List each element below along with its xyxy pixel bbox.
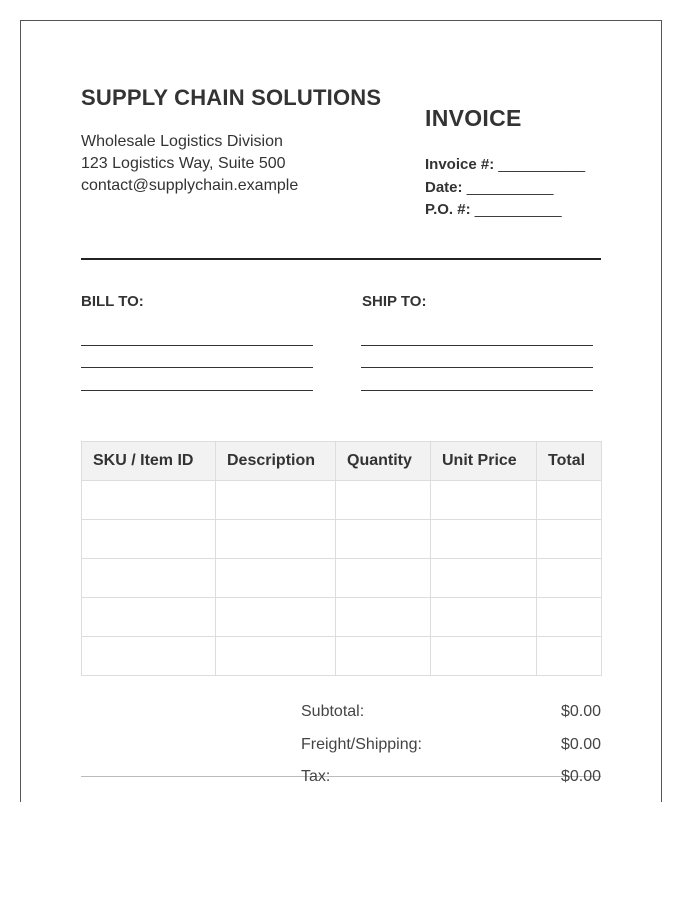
ship-to-line[interactable]: [361, 367, 593, 368]
subtotal-row: [301, 703, 601, 723]
table-cell[interactable]: [82, 637, 216, 676]
table-row: [82, 598, 602, 637]
company-name: SUPPLY CHAIN SOLUTIONS: [81, 85, 382, 110]
invoice-po-blank: ___________: [474, 201, 562, 218]
invoice-date-blank: ___________: [466, 179, 553, 196]
table-cell[interactable]: [216, 637, 336, 676]
invoice-number-label: Invoice #:: [425, 156, 495, 173]
table-row: [82, 637, 602, 676]
column-header-quantity: Quantity: [336, 442, 431, 481]
table-cell[interactable]: [537, 637, 602, 676]
subtotal-value: $0.00: [560, 703, 601, 720]
invoice-po-field[interactable]: [425, 201, 561, 218]
table-cell[interactable]: [431, 559, 537, 598]
table-cell[interactable]: [431, 598, 537, 637]
table-cell[interactable]: [537, 559, 602, 598]
table-cell[interactable]: [431, 637, 537, 676]
freight-value: $0.00: [560, 736, 601, 753]
invoice-po-label: P.O. #:: [425, 201, 471, 218]
ship-to-line[interactable]: [361, 390, 593, 391]
column-header-sku: SKU / Item ID: [82, 442, 216, 481]
tax-row: [301, 768, 601, 788]
invoice-date-field[interactable]: [425, 179, 553, 196]
invoice-number-field[interactable]: [425, 156, 585, 173]
table-cell[interactable]: [82, 559, 216, 598]
table-cell[interactable]: [431, 520, 537, 559]
table-cell[interactable]: [216, 481, 336, 520]
subtotal-label: Subtotal:: [301, 703, 365, 720]
invoice-title: INVOICE: [425, 105, 522, 131]
table-cell[interactable]: [82, 481, 216, 520]
table-cell[interactable]: [336, 481, 431, 520]
table-row: [82, 481, 602, 520]
table-cell[interactable]: [82, 598, 216, 637]
table-cell[interactable]: [336, 520, 431, 559]
column-header-unit-price: Unit Price: [431, 442, 537, 481]
table-row: [82, 559, 602, 598]
table-cell[interactable]: [336, 598, 431, 637]
table-cell[interactable]: [216, 598, 336, 637]
column-header-total: Total: [537, 442, 602, 481]
table-cell[interactable]: [336, 637, 431, 676]
company-division: Wholesale Logistics Division: [81, 133, 283, 150]
bill-to-line[interactable]: [81, 367, 313, 368]
tax-label: Tax:: [301, 768, 331, 785]
ship-to-label: SHIP TO:: [362, 293, 427, 310]
ship-to-line[interactable]: [361, 345, 593, 346]
column-header-description: Description: [216, 442, 336, 481]
table-cell[interactable]: [216, 520, 336, 559]
invoice-number-blank: ___________: [498, 156, 585, 173]
freight-label: Freight/Shipping:: [301, 736, 422, 753]
header-divider: [81, 258, 601, 260]
company-address: 123 Logistics Way, Suite 500: [81, 155, 286, 172]
bill-to-line[interactable]: [81, 390, 313, 391]
table-cell[interactable]: [336, 559, 431, 598]
company-email: contact@supplychain.example: [81, 177, 299, 194]
table-cell[interactable]: [537, 481, 602, 520]
bill-to-label: BILL TO:: [81, 293, 144, 310]
table-cell[interactable]: [216, 559, 336, 598]
invoice-date-label: Date:: [425, 179, 463, 196]
bill-to-line[interactable]: [81, 345, 313, 346]
invoice-page: [20, 20, 662, 802]
table-cell[interactable]: [431, 481, 537, 520]
table-header-row: [82, 442, 602, 481]
table-cell[interactable]: [82, 520, 216, 559]
table-row: [82, 520, 602, 559]
freight-row: [301, 736, 601, 756]
table-cell[interactable]: [537, 598, 602, 637]
line-items-table: [81, 441, 602, 676]
tax-value: $0.00: [560, 768, 601, 785]
table-cell[interactable]: [537, 520, 602, 559]
